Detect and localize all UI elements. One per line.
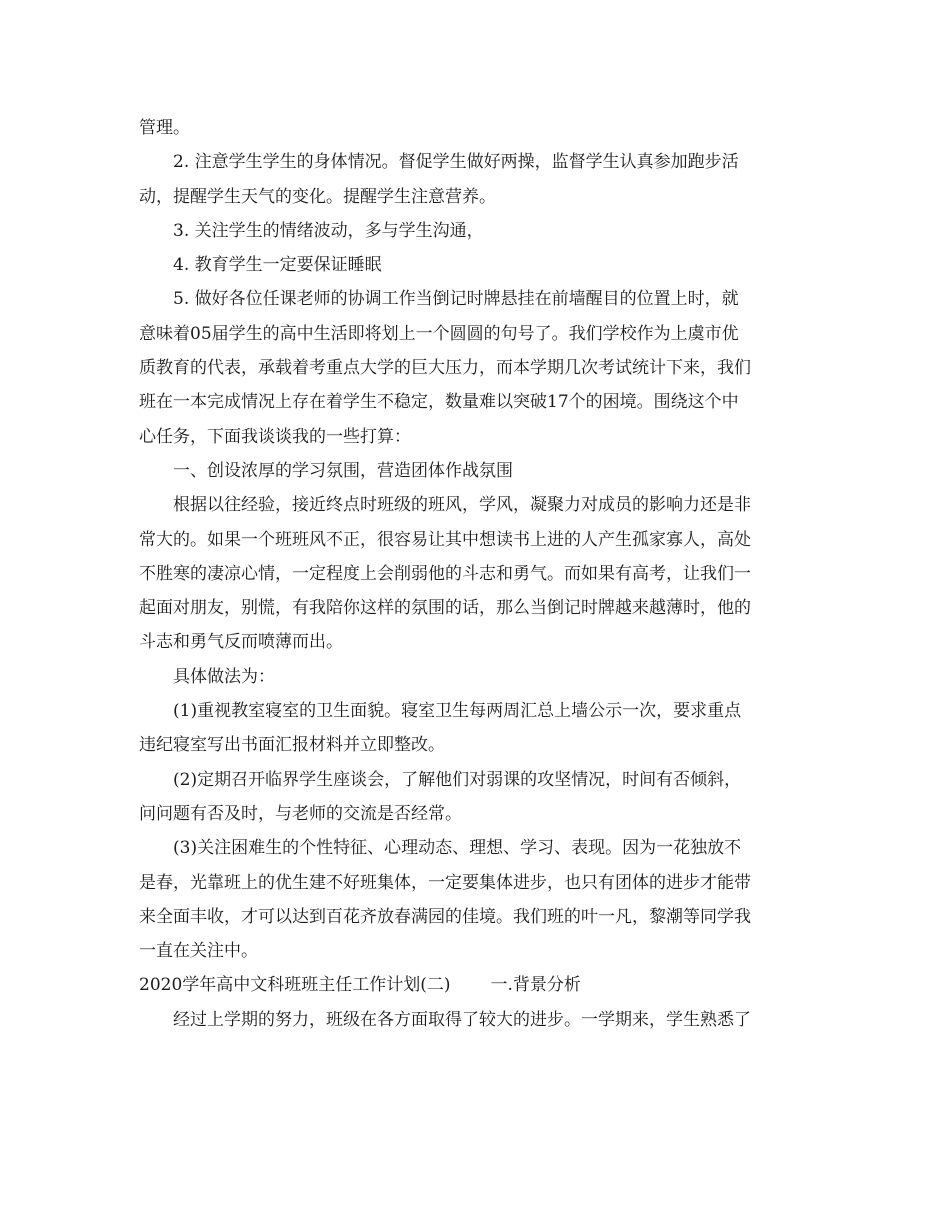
text-line-25: 一直在关注中。 bbox=[139, 941, 258, 962]
text-line-15: 起面对朋友，别慌，有我陪你这样的氛围的话，那么当倒记时牌越来越薄时，他的 bbox=[139, 598, 751, 619]
text-line-8: 质教育的代表，承载着考重点大学的巨大压力，而本学期几次考试统计下来，我们 bbox=[139, 358, 751, 379]
section-title: 2020学年高中文科班班主任工作计划(二) bbox=[139, 975, 451, 996]
section-subtitle: 一.背景分析 bbox=[490, 975, 581, 996]
text-line-10: 心任务，下面我谈谈我的一些打算： bbox=[139, 426, 411, 447]
text-line-11: 一、创设浓厚的学习氛围，营造团体作战氛围 bbox=[173, 460, 513, 481]
text-line-18: (1)重视教室寝室的卫生面貌。寝室卫生每两周汇总上墙公示一次，要求重点 bbox=[173, 701, 742, 722]
text-line-16: 斗志和勇气反而喷薄而出。 bbox=[139, 632, 343, 653]
text-line-last: 经过上学期的努力，班级在各方面取得了较大的进步。一学期来，学生熟悉了 bbox=[173, 1009, 751, 1030]
text-line-7: 意味着05届学生的高中生活即将划上一个圆圆的句号了。我们学校作为上虞市优 bbox=[139, 323, 739, 344]
text-line-1: 管理。 bbox=[139, 118, 190, 138]
text-line-13: 常大的。如果一个班班风不正，很容易让其中想读书上进的人产生孤家寡人，高处 bbox=[139, 529, 751, 550]
text-line-12: 根据以往经验，接近终点时班级的班风，学风，凝聚力对成员的影响力还是非 bbox=[173, 495, 751, 516]
text-line-2: 2. 注意学生学生的身体情况。督促学生做好两操，监督学生认真参加跑步活 bbox=[173, 152, 739, 173]
heading-gap bbox=[451, 968, 491, 1002]
text-line-3: 动，提醒学生天气的变化。提醒学生注意营养。 bbox=[139, 186, 496, 207]
text-line-4: 3. 关注学生的情绪波动，多与学生沟通， bbox=[173, 220, 484, 241]
text-line-14: 不胜寒的凄凉心情，一定程度上会削弱他的斗志和勇气。而如果有高考，让我们一 bbox=[139, 563, 751, 584]
text-line-19: 违纪寝室写出书面汇报材料并立即整改。 bbox=[139, 735, 445, 756]
text-line-24: 来全面丰收，才可以达到百花齐放春满园的佳境。我们班的叶一凡，黎潮等同学我 bbox=[139, 906, 751, 927]
text-line-9: 班在一本完成情况上存在着学生不稳定，数量难以突破17个的困境。围绕这个中 bbox=[139, 392, 739, 413]
text-line-20: (2)定期召开临界学生座谈会，了解他们对弱课的攻坚情况，时间有否倾斜， bbox=[173, 769, 742, 790]
text-line-22: (3)关注困难生的个性特征、心理动态、理想、学习、表现。因为一花独放不 bbox=[173, 838, 742, 859]
text-line-6: 5. 做好各位任课老师的协调工作当倒记时牌悬挂在前墙醒目的位置上时，就 bbox=[173, 289, 739, 310]
section-heading bbox=[139, 968, 815, 1002]
text-line-21: 问问题有否及时，与老师的交流是否经常。 bbox=[139, 803, 462, 824]
text-line-5: 4. 教育学生一定要保证睡眠 bbox=[173, 255, 382, 276]
text-line-23: 是春，光靠班上的优生建不好班集体，一定要集体进步，也只有团体的进步才能带 bbox=[139, 872, 751, 893]
text-line-17: 具体做法为： bbox=[173, 666, 275, 687]
document-body bbox=[139, 111, 815, 1037]
